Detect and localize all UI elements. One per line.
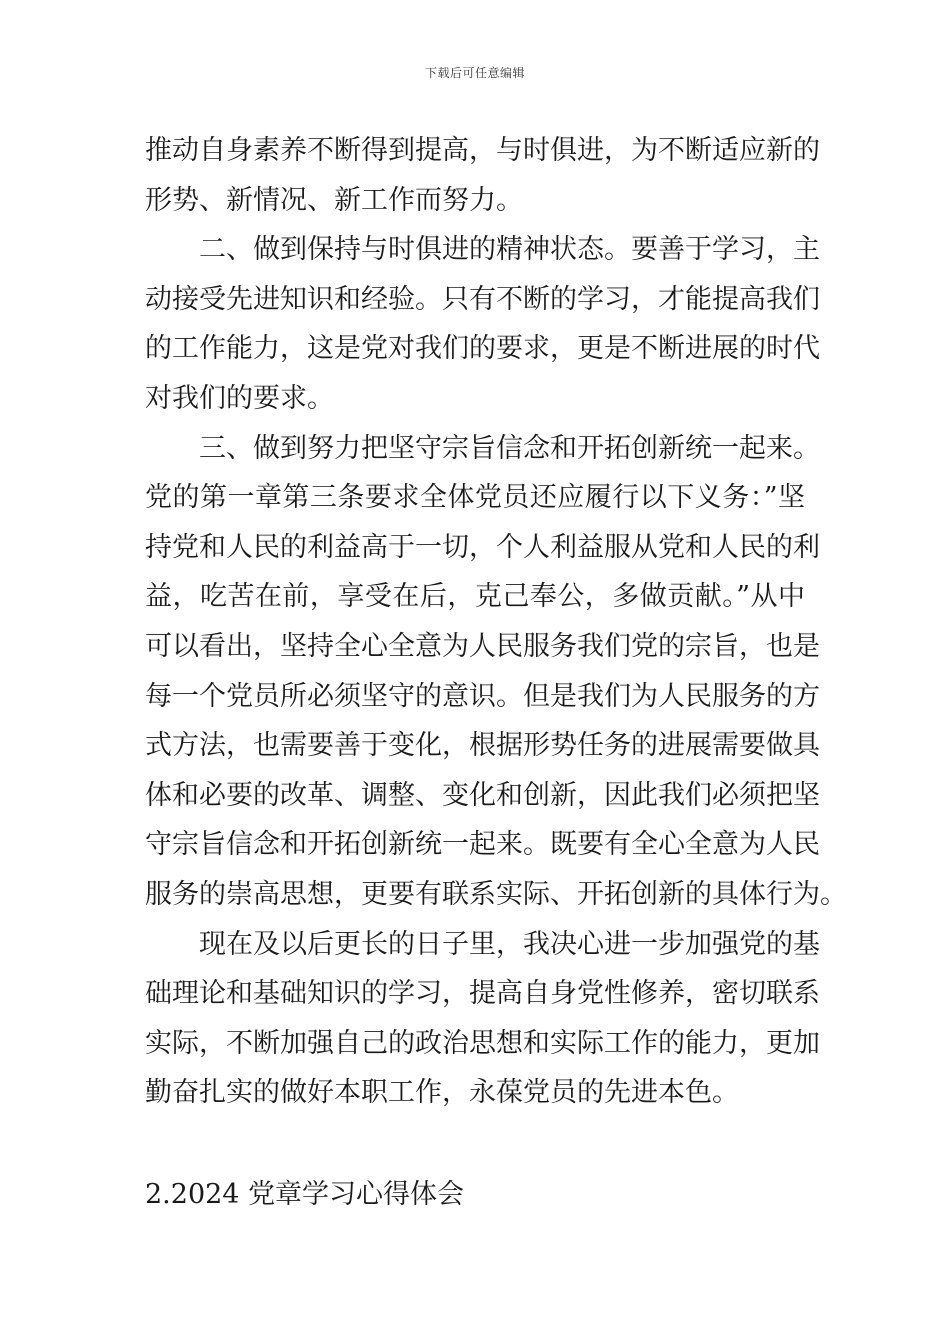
text-line: 实际，不断加强自己的政治思想和实际工作的能力，更加 [145, 1027, 820, 1059]
text-line: 体和必要的改革、调整、变化和创新，因此我们必须把坚 [145, 779, 820, 811]
section-heading: 2.2024 党章学习心得体会 [145, 1179, 465, 1210]
text-line: 益，吃苦在前，享受在后，克己奉公，多做贡献。”从中 [145, 581, 805, 613]
text-line: 服务的崇高思想，更要有联系实际、开拓创新的具体行为。 [145, 878, 847, 910]
text-line: 守宗旨信念和开拓创新统一起来。既要有全心全意为人民 [145, 829, 820, 861]
text-line: 的工作能力，这是党对我们的要求，更是不断进展的时代 [145, 333, 820, 365]
text-line: 动接受先进知识和经验。只有不断的学习，才能提高我们 [145, 283, 820, 315]
text-line: 式方法，也需要善于变化，根据形势任务的进展需要做具 [145, 730, 820, 762]
text-line: 党的第一章第三条要求全体党员还应履行以下义务：”坚 [145, 482, 805, 514]
text-line: 对我们的要求。 [145, 382, 334, 414]
text-line: 持党和人民的利益高于一切，个人利益服从党和人民的利 [145, 531, 820, 563]
paragraph-start-line: 现在及以后更长的日子里，我决心进一步加强党的基 [199, 928, 820, 960]
paragraph-start-line: 三、做到努力把坚守宗旨信念和开拓创新统一起来。 [199, 432, 820, 464]
text-line: 推动自身素养不断得到提高，与时俱进，为不断适应新的 [145, 135, 820, 166]
text-line: 每一个党员所必须坚守的意识。但是我们为人民服务的方 [145, 680, 820, 712]
text-line: 可以看出，坚持全心全意为人民服务我们党的宗旨，也是 [145, 630, 820, 662]
paragraph-start-line: 二、做到保持与时俱进的精神状态。要善于学习，主 [199, 234, 820, 266]
text-line: 形势、新情况、新工作而努力。 [145, 184, 523, 216]
text-line: 勤奋扎实的做好本职工作，永葆党员的先进本色。 [145, 1077, 739, 1109]
text-line: 础理论和基础知识的学习，提高自身党性修养，密切联系 [145, 978, 820, 1010]
header-note: 下载后可任意编辑 [424, 66, 525, 80]
body-text [145, 126, 847, 1118]
